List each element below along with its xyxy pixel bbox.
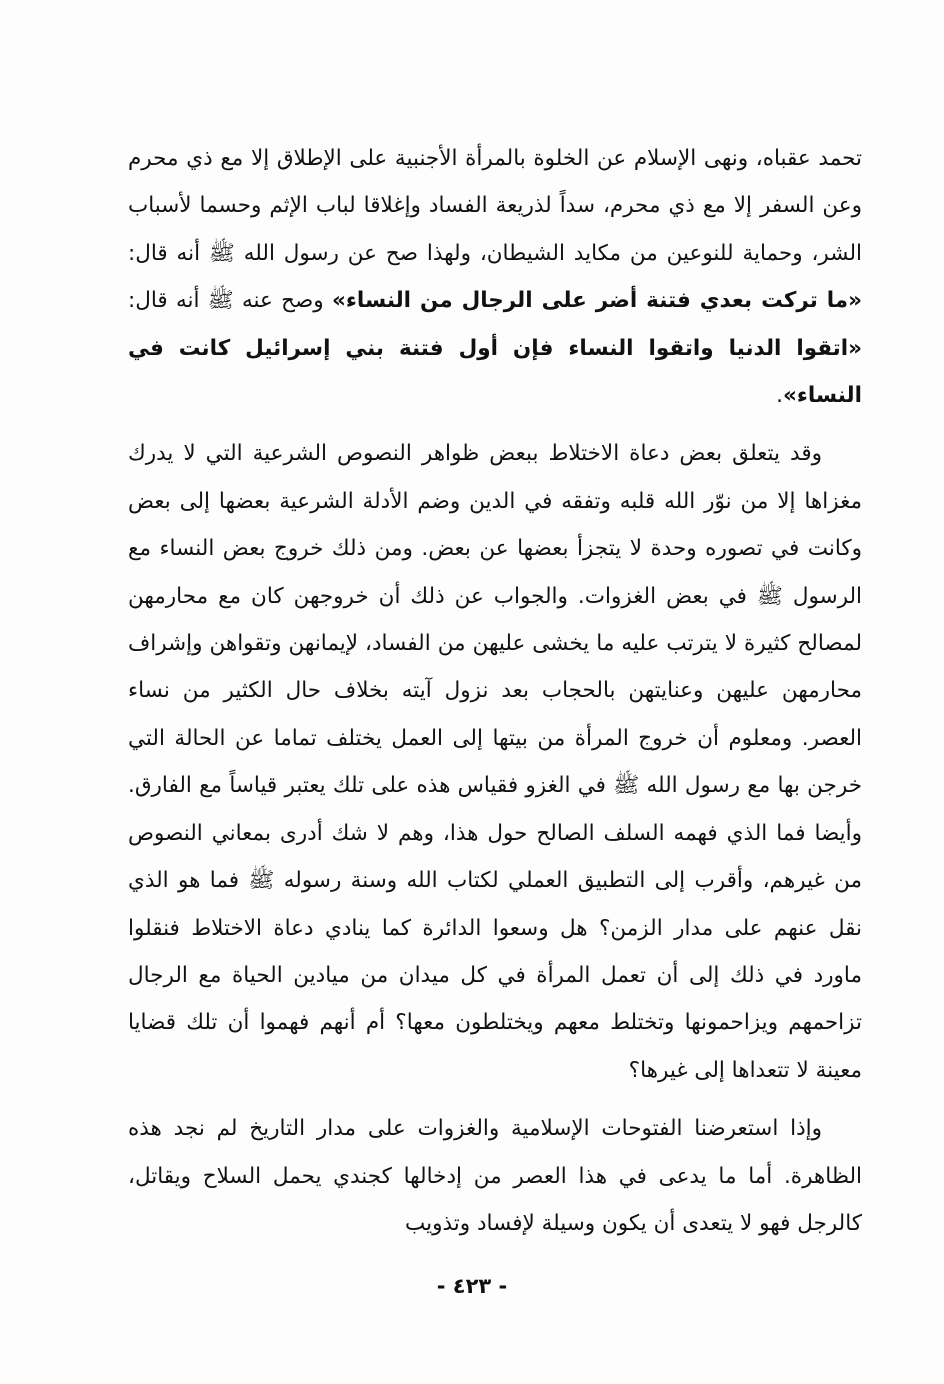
paragraph-1 <box>128 135 862 419</box>
paragraph-1-text-2: وصح عنه ﷺ أنه قال: <box>128 288 332 314</box>
paragraph-2 <box>128 430 862 1094</box>
hadith-quote-2: «اتقوا الدنيا واتقوا النساء فإن أول فتنة بني إسرائيل كانت في النساء» <box>128 335 862 409</box>
page-number: - ٤٢٣ - <box>436 1274 508 1298</box>
paragraph-1-end: . <box>776 383 783 409</box>
paragraph-1-text: تحمد عقباه، ونهى الإسلام عن الخلوة بالمرأة الأجنبية على الإطلاق إلا مع ذي محرم وعن السفر إلا مع ذي محرم، سداً لذريعة الفساد وإغلاقا لباب الإثم وحسما لأسباب الشر، وحماية للنوعين من مكايد الشيطان، ولهذا صح عن رسول الله ﷺ أنه قال: <box>128 146 862 266</box>
paragraph-3 <box>128 1105 862 1247</box>
body-text <box>128 135 862 1247</box>
paragraph-2-text: وقد يتعلق بعض دعاة الاختلاط ببعض ظواهر النصوص الشرعية التي لا يدرك مغزاها إلا من نوّر الله قلبه وتفقه في الدين وضم الأدلة الشرعية بعضها إلى بعض وكانت في تصوره وحدة لا يتجزأ بعضها عن بعض. ومن ذلك خروج بعض النساء مع الرسول ﷺ في بعض الغزوات. والجواب عن ذلك أن خروجهن كان مع محارمهن لمصالح كثيرة لا يترتب عليه ما يخشى عليهن من الفساد، لإيمانهن وتقواهن وإشراف محارمهن عليهن وعنايتهن بالحجاب بعد نزول آيته بخلاف حال الكثير من نساء العصر. ومعلوم أن خروج المرأة من بيتها إلى العمل يختلف تماما عن الحالة التي خرجن بها مع رسول الله ﷺ في الغزو فقياس هذه على تلك يعتبر قياساً مع الفارق. وأيضا فما الذي فهمه السلف الصالح حول هذا، وهم لا شك أدرى بمعاني النصوص من غيرهم، وأقرب إلى التطبيق العملي لكتاب الله وسنة رسوله ﷺ فما هو الذي نقل عنهم على مدار الزمن؟ هل وسعوا الدائرة كما ينادي دعاة الاختلاط فنقلوا ماورد في ذلك إلى أن تعمل المرأة في كل ميدان من ميادين الحياة مع الرجال تزاحمهم ويزاحمونها وتختلط معهم ويختلطون معها؟ أم أنهم فهموا أن تلك قضايا معينة لا تتعداها إلى غيرها؟ <box>128 441 862 1083</box>
hadith-quote-1: «ما تركت بعدي فتنة أضر على الرجال من النساء» <box>331 288 862 314</box>
paragraph-3-text: وإذا استعرضنا الفتوحات الإسلامية والغزوات على مدار التاريخ لم نجد هذه الظاهرة. أما ما يدعى في هذا العصر من إدخالها كجندي يحمل السلاح ويقاتل، كالرجل فهو لا يتعدى أن يكون وسيلة لإفساد وتذويب <box>128 1116 862 1236</box>
